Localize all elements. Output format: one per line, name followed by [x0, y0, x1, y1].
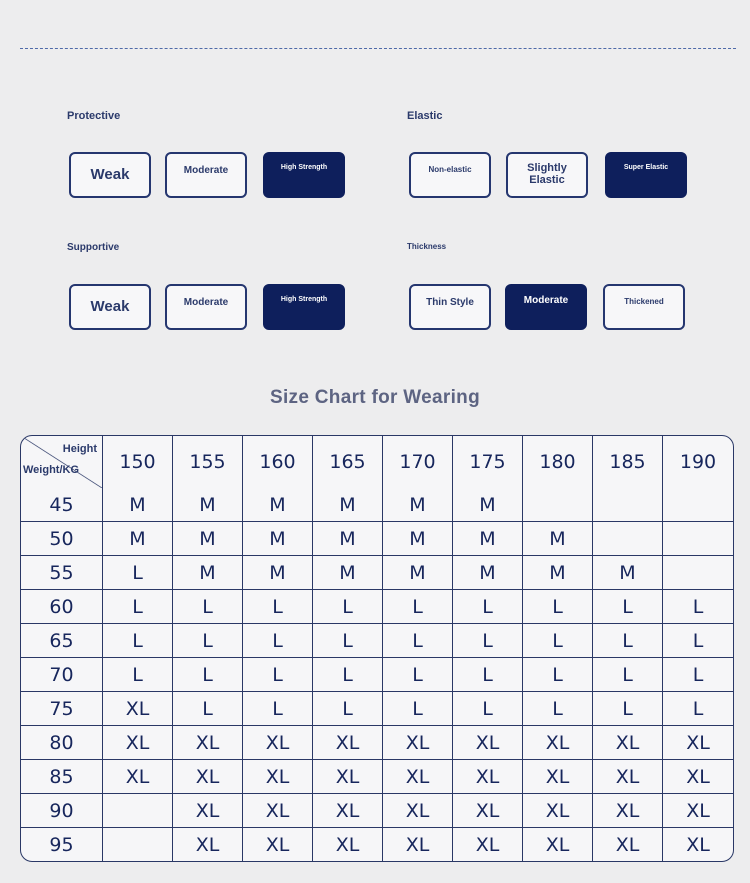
size-cell: M [103, 488, 173, 522]
weight-cell: 80 [21, 726, 103, 760]
size-cell: L [173, 658, 243, 692]
size-cell: M [103, 522, 173, 556]
size-cell: L [383, 658, 453, 692]
weight-cell: 60 [21, 590, 103, 624]
table-header-row [21, 436, 733, 488]
size-cell: XL [593, 760, 663, 794]
size-cell: XL [523, 828, 593, 861]
feature-title: Protective [67, 110, 121, 122]
weight-cell: 45 [21, 488, 103, 522]
size-cell: M [523, 556, 593, 590]
size-cell: L [103, 624, 173, 658]
size-cell: L [313, 624, 383, 658]
size-cell: L [313, 590, 383, 624]
height-axis-label: Height [62, 443, 97, 455]
size-cell: L [663, 624, 733, 658]
size-cell: XL [313, 726, 383, 760]
size-cell: XL [383, 760, 453, 794]
size-cell: XL [593, 726, 663, 760]
weight-cell: 55 [21, 556, 103, 590]
table-row [21, 624, 733, 658]
weight-axis-label: Weight/KG [23, 464, 80, 476]
option-moderate[interactable]: Moderate [505, 284, 587, 330]
size-cell: M [383, 488, 453, 522]
feature-title: Elastic [407, 110, 443, 122]
table-row [21, 794, 733, 828]
size-cell: XL [313, 794, 383, 828]
size-cell: XL [243, 726, 313, 760]
size-cell [593, 522, 663, 556]
dashed-divider [20, 48, 736, 49]
size-cell: L [593, 624, 663, 658]
table-row [21, 488, 733, 522]
size-cell: L [243, 624, 313, 658]
table-row [21, 522, 733, 556]
option-super-elastic[interactable]: Super Elastic [605, 152, 687, 198]
feature-elastic [407, 110, 697, 202]
size-cell: L [663, 590, 733, 624]
size-cell: M [243, 488, 313, 522]
option-high-strength[interactable]: High Strength [263, 152, 345, 198]
feature-supportive [67, 242, 357, 334]
size-cell: L [663, 658, 733, 692]
size-cell: XL [523, 726, 593, 760]
size-cell [103, 828, 173, 861]
size-cell: M [313, 556, 383, 590]
option-moderate[interactable]: Moderate [165, 284, 247, 330]
size-cell [663, 488, 733, 522]
feature-protective [67, 110, 357, 202]
size-cell: L [243, 590, 313, 624]
size-cell: L [523, 590, 593, 624]
size-cell: XL [383, 726, 453, 760]
size-cell: L [383, 590, 453, 624]
option-moderate[interactable]: Moderate [165, 152, 247, 198]
height-header-cell: 185 [593, 436, 663, 488]
size-cell: L [523, 658, 593, 692]
size-cell: M [173, 488, 243, 522]
size-cell: M [453, 488, 523, 522]
size-cell: XL [243, 828, 313, 861]
table-row [21, 760, 733, 794]
height-header-cell: 175 [453, 436, 523, 488]
size-cell: XL [243, 794, 313, 828]
size-cell: L [313, 658, 383, 692]
weight-cell: 90 [21, 794, 103, 828]
height-header-cell: 180 [523, 436, 593, 488]
size-cell: L [173, 624, 243, 658]
size-cell: XL [593, 794, 663, 828]
size-cell: XL [523, 794, 593, 828]
size-cell: XL [313, 828, 383, 861]
table-row [21, 556, 733, 590]
size-cell [523, 488, 593, 522]
size-cell: L [103, 658, 173, 692]
size-cell: M [313, 522, 383, 556]
table-row [21, 658, 733, 692]
size-cell [103, 794, 173, 828]
size-cell: L [383, 624, 453, 658]
table-row [21, 590, 733, 624]
size-cell: XL [453, 828, 523, 861]
size-cell: XL [173, 760, 243, 794]
size-cell: M [523, 522, 593, 556]
size-cell: XL [383, 828, 453, 861]
size-cell [663, 556, 733, 590]
size-chart-table [20, 435, 734, 862]
option-high-strength[interactable]: High Strength [263, 284, 345, 330]
weight-cell: 70 [21, 658, 103, 692]
size-cell: XL [173, 794, 243, 828]
size-cell: M [383, 556, 453, 590]
height-header-cell: 165 [313, 436, 383, 488]
weight-cell: 65 [21, 624, 103, 658]
size-cell: XL [663, 726, 733, 760]
size-cell [593, 488, 663, 522]
size-cell: XL [173, 726, 243, 760]
height-header-cell: 155 [173, 436, 243, 488]
weight-cell: 50 [21, 522, 103, 556]
size-cell: XL [453, 794, 523, 828]
size-cell: XL [523, 760, 593, 794]
size-cell: XL [686, 833, 710, 856]
size-cell: L [103, 590, 173, 624]
option-slightly-elastic[interactable]: Slightly Elastic [506, 152, 588, 198]
size-cell: XL [593, 828, 663, 861]
size-cell: XL [243, 760, 313, 794]
size-cell: XL [453, 760, 523, 794]
option-non-elastic[interactable]: Non-elastic [409, 152, 491, 198]
height-header-cell: 170 [383, 436, 453, 488]
size-cell: XL [663, 794, 733, 828]
height-header-cell: 190 [679, 451, 717, 473]
size-cell: M [173, 522, 243, 556]
table-corner-cell [21, 436, 103, 488]
size-cell: M [243, 522, 313, 556]
size-cell: L [243, 658, 313, 692]
size-cell: XL [383, 794, 453, 828]
size-cell: XL [663, 760, 733, 794]
size-cell: M [453, 522, 523, 556]
size-cell: M [173, 556, 243, 590]
size-cell: XL [103, 726, 173, 760]
size-cell: L [103, 556, 173, 590]
size-cell: L [453, 692, 523, 726]
size-cell: XL [103, 692, 173, 726]
size-cell [663, 522, 733, 556]
size-cell: XL [453, 726, 523, 760]
size-cell: M [313, 488, 383, 522]
size-cell: M [243, 556, 313, 590]
size-cell: XL [173, 828, 243, 861]
table-row [21, 726, 733, 760]
size-cell: L [593, 590, 663, 624]
option-weak[interactable]: Weak [69, 152, 151, 198]
height-header-cell: 160 [243, 436, 313, 488]
size-cell: L [593, 692, 663, 726]
size-cell: L [243, 692, 313, 726]
weight-cell: 95 [21, 828, 103, 861]
size-cell: L [173, 692, 243, 726]
table-row [21, 692, 733, 726]
size-cell: L [453, 658, 523, 692]
size-cell: XL [103, 760, 173, 794]
size-cell: L [383, 692, 453, 726]
size-cell: M [453, 556, 523, 590]
size-cell: L [593, 658, 663, 692]
table-row [21, 828, 733, 861]
size-cell: L [313, 692, 383, 726]
weight-cell: 85 [21, 760, 103, 794]
size-cell: M [383, 522, 453, 556]
weight-cell: 75 [21, 692, 103, 726]
size-cell: L [663, 692, 733, 726]
option-thin-style[interactable]: Thin Style [409, 284, 491, 330]
option-thickened[interactable]: Thickened [603, 284, 685, 330]
feature-thickness [407, 242, 697, 334]
size-cell: L [523, 624, 593, 658]
size-cell: L [453, 624, 523, 658]
size-cell: M [593, 556, 663, 590]
feature-title: Supportive [67, 242, 120, 253]
size-cell: L [523, 692, 593, 726]
option-weak[interactable]: Weak [69, 284, 151, 330]
height-header-cell: 150 [103, 436, 173, 488]
size-cell: L [173, 590, 243, 624]
size-cell: XL [313, 760, 383, 794]
feature-title: Thickness [407, 242, 447, 251]
size-cell: L [453, 590, 523, 624]
size-chart-title: Size Chart for Wearing [269, 387, 480, 408]
